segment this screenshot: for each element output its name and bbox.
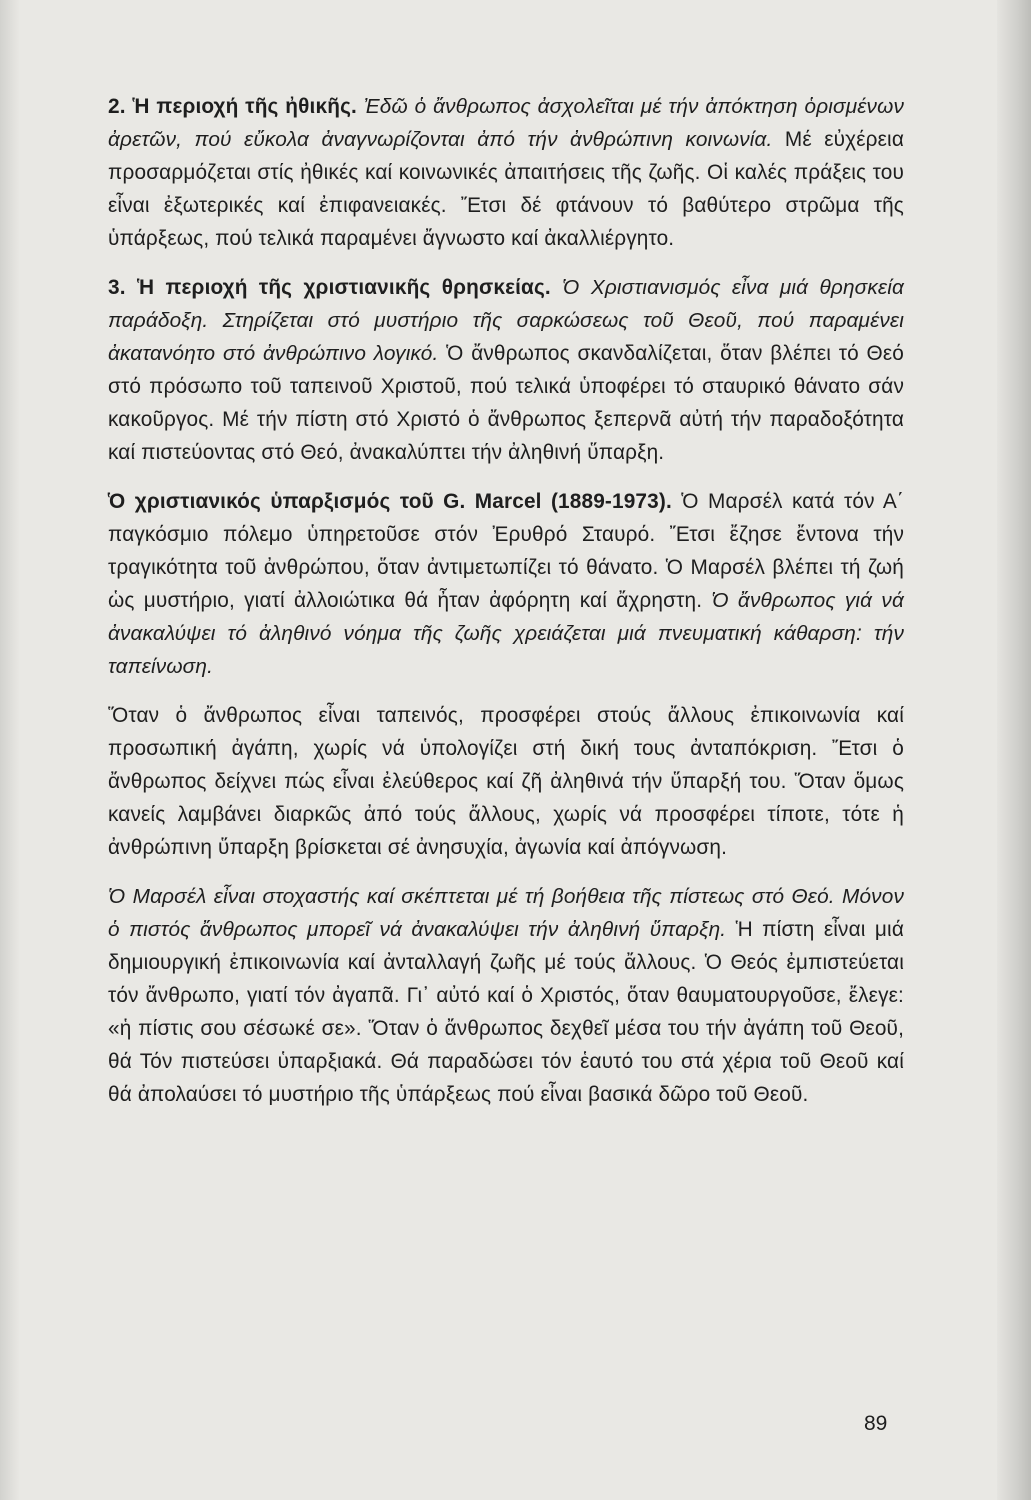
italic-text: Ὁ Μαρσέλ εἶναι στοχαστής καί σκέπτεται μέ τή βοήθεια τῆς πίστεως στό Θεό. Μόνον ὁ πιστός ἄνθρωπος μπορεῖ νά ἀνακαλύψει τήν ἀληθινή ὕπαρξη. bbox=[108, 885, 904, 941]
paragraph-text: Ἡ πίστη εἶναι μιά δημιουργική ἐπικοινωνία καί ἀνταλλαγή ζωῆς μέ τούς ἄλλους. Ὁ Θεός ἐμπιστεύεται τόν ἄνθρωπο, γιατί τόν ἀγαπᾶ. Γι᾿ αὐτό καί ὁ Χριστός, ὅταν θαυματουργοῦσε, ἔλεγε: «ἡ πίστις σου σέσωκέ σε». Ὅταν ὁ ἄνθρωπος δεχθεῖ μέσα του τήν ἀγάπη τοῦ Θεοῦ, θά Τόν πιστεύσει ὑπαρξιακά. Θά παραδώσει τόν ἑαυτό του στά χέρια τοῦ Θεοῦ καί θά ἀπολαύσει τό μυστήριο τῆς ὑπάρξεως πού εἶναι βασικά δῶρο τοῦ Θεοῦ. bbox=[108, 918, 904, 1106]
italic-text: Ὁ Χριστιανισμός εἶνα μιά θρησκεία παράδοξη. Στηρίζεται στό μυστήριο τῆς σαρκώσεως τοῦ Θεοῦ, πού παραμένει ἀκατανόητο στό ἀνθρώπινο λογικό. bbox=[108, 276, 904, 365]
paragraph-text: Ὁ ἄνθρωπος σκανδαλίζεται, ὅταν βλέπει τό Θεό στό πρόσωπο τοῦ ταπεινοῦ Χριστοῦ, πού τελικά ὑποφέρει τό σταυρικό θάνατο σάν κακοῦργος. Μέ τήν πίστη στό Χριστό ὁ ἄνθρωπος ξεπερνᾶ αὐτή τήν παραδοξότητα καί πιστεύοντας στό Θεό, ἀνακαλύπτει τήν ἀληθινή ὕπαρξη. bbox=[108, 342, 905, 464]
page-number: 89 bbox=[864, 1412, 888, 1435]
section-heading: 3. Ἡ περιοχή τῆς χριστιανικῆς θρησκείας. bbox=[108, 276, 551, 299]
paragraph-humility bbox=[108, 699, 904, 864]
section-heading: 2. Ἡ περιοχή τῆς ἠθικῆς. bbox=[108, 95, 357, 118]
paragraph-ethics bbox=[108, 90, 904, 255]
section-heading: Ὁ χριστιανικός ὑπαρξισμός τοῦ G. Marcel (1889-1973). bbox=[108, 490, 672, 513]
body-text bbox=[108, 90, 904, 1127]
paragraph-religion bbox=[108, 271, 904, 469]
page-edge-right bbox=[997, 0, 1031, 1500]
italic-text: Ἐδῶ ὁ ἄνθρωπος ἀσχολεῖται μέ τήν ἀπόκτηση ὁρισμένων ἀρετῶν, πού εὔκολα ἀναγνωρίζονται ἀπό τήν ἀνθρώπινη κοινωνία. bbox=[108, 95, 904, 151]
paragraph-text: Ὁ Μαρσέλ κατά τόν Α΄ παγκόσμιο πόλεμο ὑπηρετοῦσε στόν Ἐρυθρό Σταυρό. Ἔτσι ἔζησε ἔντονα τήν τραγικότητα τοῦ ἀνθρώπου, ὅταν ἀντιμετωπίζει τό θάνατο. Ὁ Μαρσέλ βλέπει τή ζωή ὡς μυστήριο, γιατί ἀλλοιώτικα θά ἦταν ἀφόρητη καί ἄχρηστη. bbox=[108, 490, 904, 612]
paragraph-marcel bbox=[108, 485, 904, 683]
paragraph-text: Ὅταν ὁ ἄνθρωπος εἶναι ταπεινός, προσφέρει στούς ἄλλους ἐπικοινωνία καί προσωπική ἀγάπη, χωρίς νά ὑπολογίζει στή δική τους ἀνταπόκριση. Ἔτσι ὁ ἄνθρωπος δείχνει πώς εἶναι ἐλεύθερος καί ζῆ ἀληθινά τήν ὕπαρξή του. Ὅταν ὅμως κανείς λαμβάνει διαρκῶς ἀπό τούς ἄλλους, χωρίς νά προσφέρει τίποτε, τότε ἡ ἀνθρώπινη ὕπαρξη βρίσκεται σέ ἀνησυχία, ἀγωνία καί ἀπόγνωση. bbox=[108, 704, 904, 859]
paragraph-faith bbox=[108, 880, 904, 1111]
paragraph-text: Μέ εὐχέρεια προσαρμόζεται στίς ἠθικές καί κοινωνικές ἀπαιτήσεις τῆς ζωῆς. Οἱ καλές πράξεις του εἶναι ἐξωτερικές καί ἐπιφανειακές. Ἔτσι δέ φτάνουν τό βαθύτερο στρῶμα τῆς ὑπάρξεως, πού τελικά παραμένει ἄγνωστο καί ἀκαλλιέργητο. bbox=[108, 128, 905, 250]
italic-text: Ὁ ἄνθρωπος γιά νά ἀνακαλύψει τό ἀληθινό νόημα τῆς ζωῆς χρειάζεται μιά πνευματική κάθαρση: τήν ταπείνωση. bbox=[108, 589, 904, 678]
page-shadow-left bbox=[0, 0, 20, 1500]
